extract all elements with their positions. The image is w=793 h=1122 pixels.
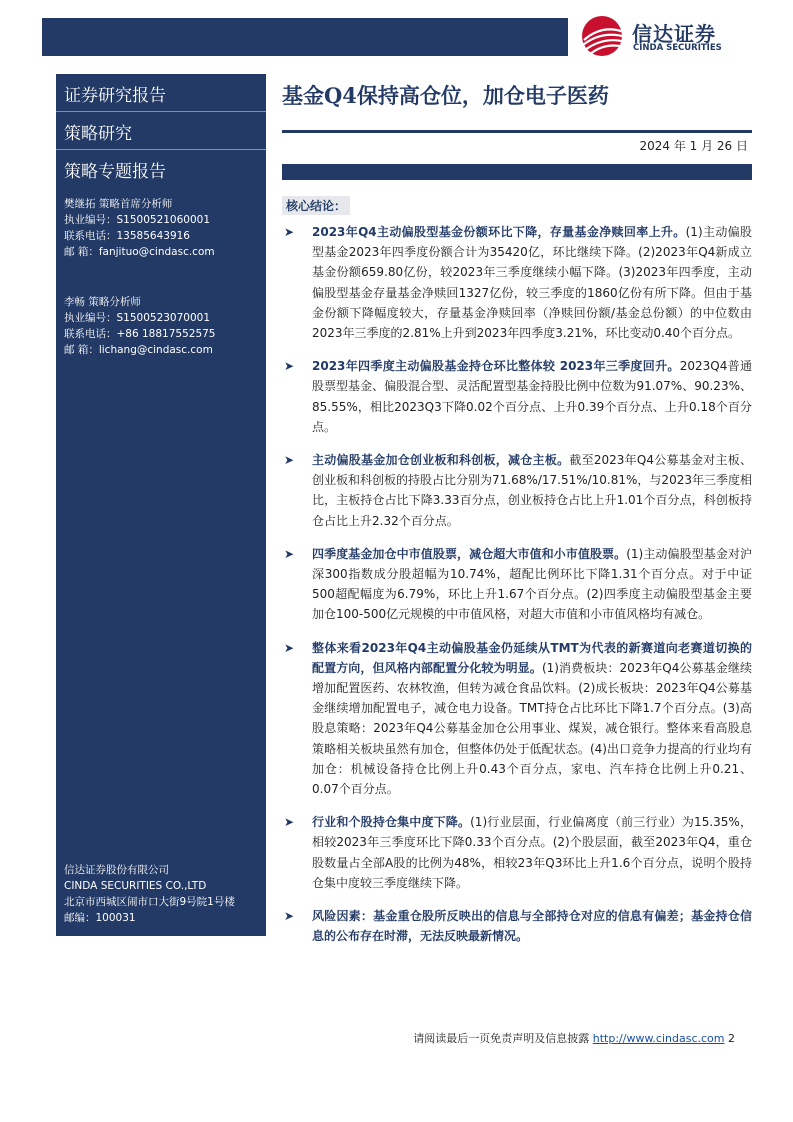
- list-item: [284, 812, 752, 893]
- bullet-body: 截至2023年Q4公募基金对主板、创业板和科创板的持股占比分别为71.68%/17.51%/10.81%，与2023年三季度相比，主板持仓占比下降3.33百分点，创业板持仓占比上升1.01个百分点，科创板持仓占比上升2.32个百分点。: [312, 453, 752, 528]
- analyst-phone: 联系电话：+86 18817552575: [64, 328, 216, 340]
- arrow-bullet-icon: ➤: [284, 909, 295, 924]
- tag-research-report: 证券研究报告: [56, 74, 266, 112]
- company-info: [64, 862, 235, 926]
- arrow-bullet-icon: ➤: [284, 225, 295, 239]
- bullet-body: (1)主动偏股型基金对沪深300指数成分股超幅为10.74%，超配比例环比下降1.31个百分点。对于中证500超配幅度为6.79%，环比上升1.67个百分点。(2)四季度主动偏股型基金主要加仓100-500亿元规模的中市值风格，对超大市值和小市值风格均有减仓。: [312, 546, 753, 622]
- bullet-lead: 2023年Q4主动偏股型基金份额环比下降，存量基金净赎回率上升。: [312, 225, 686, 239]
- analyst-phone: 联系电话：13585643916: [64, 230, 190, 242]
- brand-name-cn: 信达证券: [632, 22, 716, 46]
- bullet-body: 2023Q4普通股票型基金、偏股混合型、灵活配置型基金持股比例中位数为91.07%、90.23%、85.55%，相比2023Q3下降0.02个百分点、上升0.39个百分点、上升0.18个百分点。: [312, 359, 753, 434]
- arrow-bullet-icon: ➤: [284, 815, 295, 830]
- arrow-bullet-icon: ➤: [284, 359, 295, 374]
- footer-url-link[interactable]: http://www.cindasc.com: [592, 1032, 725, 1045]
- analyst-email[interactable]: 邮 箱：lichang@cindasc.com: [64, 344, 213, 356]
- footer-disclaimer: 请阅读最后一页免责声明及信息披露: [413, 1032, 590, 1045]
- report-title: 基金Q4保持高仓位，加仓电子医药: [282, 83, 609, 108]
- bullet-body: (1)行业层面，行业偏离度（前三行业）为15.35%，相较2023年三季度环比下降0.33个百分点。(2)个股层面，截至2023年Q4，重仓股数量占全部A股的比例为48%，相较23年Q3环比上升1.6个百分点，说明个股持仓集中度较三季度继续下降。: [312, 815, 752, 890]
- bullet-lead: 四季度基金加仓中市值股票，减仓超大市值和小市值股票。: [312, 546, 627, 561]
- company-name-en: CINDA SECURITIES CO.,LTD: [64, 880, 207, 892]
- header-bar: [42, 18, 568, 56]
- bullet-lead: 行业和个股持仓集中度下降。: [312, 815, 471, 830]
- bullet-body: 基金重仓股所反映出的信息与全部持仓对应的信息有偏差；基金持仓信息的公布存在时滞，无法反映最新情况。: [312, 909, 752, 944]
- arrow-bullet-icon: ➤: [284, 453, 295, 468]
- analyst-card: [64, 196, 215, 260]
- company-name-cn: 信达证券股份有限公司: [64, 864, 169, 876]
- list-item: [284, 544, 752, 625]
- report-date: 2024 年 1 月 26 日: [639, 139, 748, 153]
- analyst-name: 樊继拓 策略首席分析师: [64, 198, 173, 210]
- section-band: [282, 164, 752, 180]
- company-postcode: 邮编：100031: [64, 912, 136, 924]
- page-footer: [413, 1030, 735, 1046]
- list-item: [284, 638, 752, 800]
- company-address: 北京市西城区闹市口大街9号院1号楼: [64, 896, 235, 908]
- analyst-email[interactable]: 邮 箱：fanjituo@cindasc.com: [64, 246, 215, 258]
- analyst-cert: 执业编号：S1500523070001: [64, 312, 211, 324]
- cinda-logo: [580, 14, 770, 60]
- analyst-cert: 执业编号：S1500521060001: [64, 214, 211, 226]
- page-number: 2: [728, 1032, 735, 1045]
- list-item: [284, 222, 752, 343]
- analyst-card: [64, 294, 215, 358]
- bullet-lead: 主动偏股基金加仓创业板和科创板，减仓主板。: [312, 453, 570, 468]
- tag-strategy-special: 策略专题报告: [64, 162, 166, 182]
- cinda-logo-icon: [580, 14, 630, 58]
- arrow-bullet-icon: ➤: [284, 640, 295, 655]
- brand-name-en: CINDA SECURITIES: [633, 43, 722, 53]
- sidebar: [56, 74, 266, 936]
- bullet-lead: 2023年四季度主动偏股基金持仓环比整体较 2023年三季度回升。: [312, 359, 680, 374]
- conclusion-list: [284, 222, 752, 947]
- title-divider: [282, 130, 752, 133]
- arrow-bullet-icon: ➤: [284, 546, 295, 561]
- bullet-body: (1)消费板块：2023年Q4公募基金继续增加配置医药、农林牧渔，但转为减仓食品饮料。(2)成长板块：2023年Q4公募基金继续增加配置电子，减仓电力设备。TMT持仓占比环比下降1.7个百分点。(3)高股息策略：2023年Q4公募基金加仓公用事业、煤炭，减仓银行。整体来看高股息策略相关板块虽然有加仓，但整体仍处于低配状态。(4)出口竞争力提高的行业均有加仓：机械设备持仓比例上升0.43个百分点，家电、汽车持仓比例上升0.21、0.07个百分点。: [312, 660, 752, 797]
- list-item: [284, 356, 752, 437]
- bullet-lead: 整体来看2023年Q4主动偏股基金仍延续从TMT为代表的新赛道向老赛道切换的配置方向，但风格内部配置分化较为明显。: [312, 640, 752, 675]
- bullet-body: (1)主动偏股型基金2023年四季度份额合计为35420亿，环比继续下降。(2)2023年Q4新成立基金份额659.80亿份，较2023年三季度继续小幅下降。(3)2023年四季度，主动偏股型基金存量基金净赎回1327亿份，较三季度的1860亿份有所下降。但由于基金份额下降幅度较大，存量基金净赎回率（净赎回份额/基金总份额）的中位数由2023年三季度的2.81%上升到2023年四季度3.21%，环比变动0.40个百分点。: [312, 225, 753, 341]
- bullet-lead: 风险因素：: [312, 909, 374, 924]
- analyst-name: 李畅 策略分析师: [64, 296, 141, 308]
- tag-strategy-research: 策略研究: [56, 112, 266, 150]
- list-item: [284, 450, 752, 531]
- list-item: [284, 906, 752, 946]
- conclusion-heading: 核心结论：: [282, 196, 350, 215]
